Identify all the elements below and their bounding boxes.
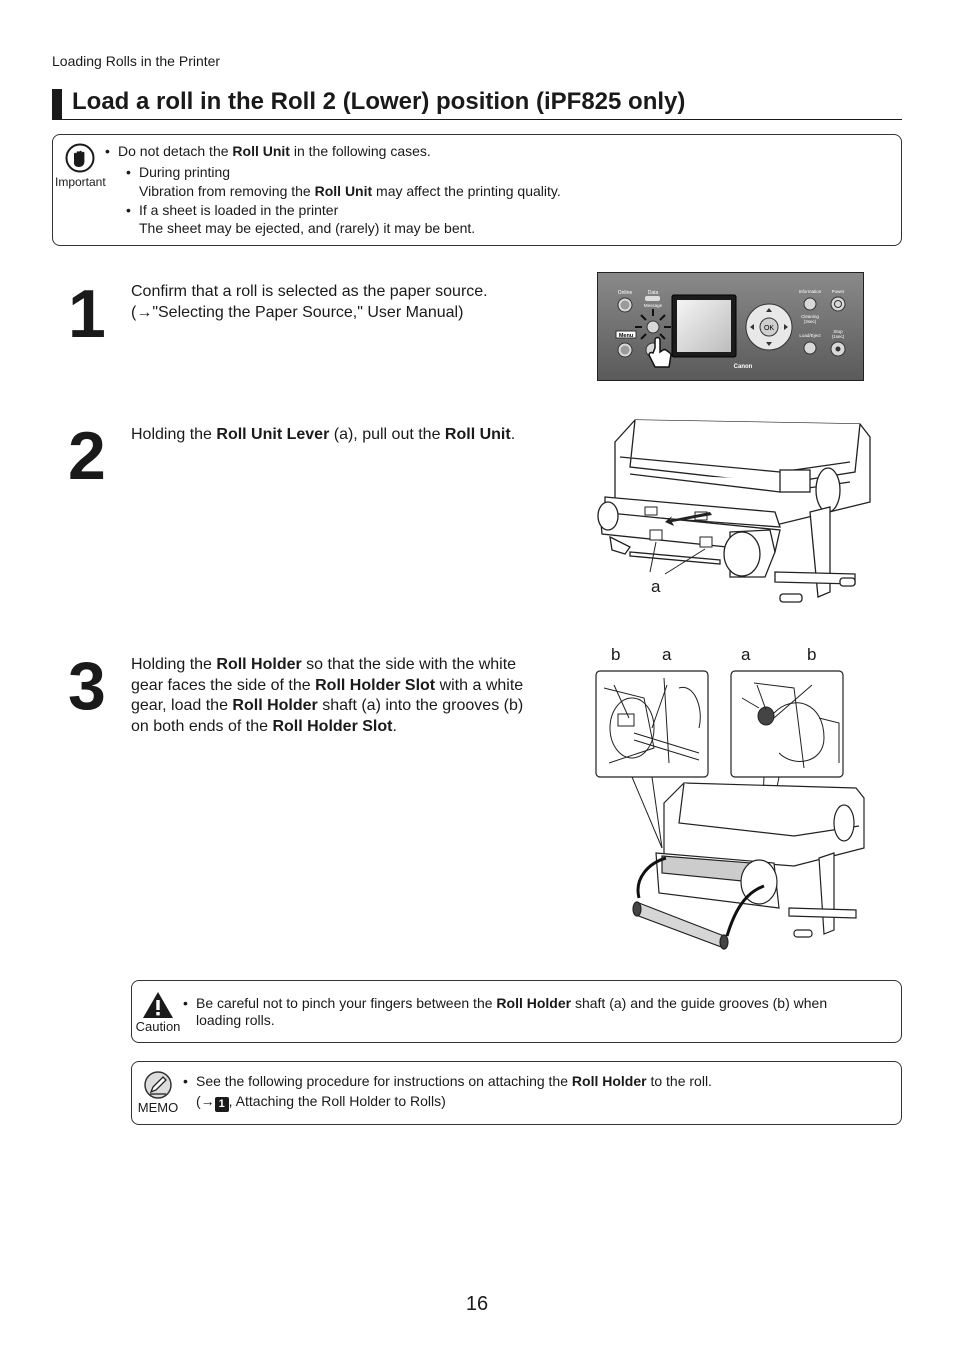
text: in the following cases. xyxy=(289,143,431,159)
information-label: Information xyxy=(798,289,822,294)
brand-logo: Canon xyxy=(733,364,753,370)
stop-sub-label: (1sec) xyxy=(831,334,845,339)
text: . xyxy=(510,426,516,443)
text: (→ xyxy=(196,1093,215,1109)
text-bold: Roll Holder xyxy=(216,656,302,673)
text: shaft (a) and the guide grooves (b) when xyxy=(571,995,828,1011)
text: Holding the xyxy=(131,656,217,673)
memo-box xyxy=(131,1061,902,1125)
step-2-text xyxy=(131,425,515,446)
text: Holding the xyxy=(131,426,217,443)
label-a: a xyxy=(651,577,661,596)
text: Be careful not to pinch your fingers between the xyxy=(196,995,497,1011)
label-a-left: a xyxy=(662,645,672,664)
label-b-left: b xyxy=(611,645,621,664)
label-a-right: a xyxy=(741,645,751,664)
memo-text xyxy=(196,1072,712,1091)
text: so that the side with the white xyxy=(301,656,517,673)
text: Do not detach the xyxy=(118,143,233,159)
step-3-line-2 xyxy=(131,676,523,697)
important-bullet-1 xyxy=(118,142,431,161)
important-sub-desc-1 xyxy=(139,182,561,201)
step-3-line-4 xyxy=(131,717,523,738)
page-title: Load a roll in the Roll 2 (Lower) position (iPF825 only) xyxy=(72,88,686,115)
important-sub-bullet-1: • During printing xyxy=(139,163,230,182)
ok-label: OK xyxy=(763,325,775,332)
online-label: Online xyxy=(617,290,633,296)
roll-holder-loading-illustration xyxy=(594,668,869,963)
text: gear faces the side of the xyxy=(131,676,316,694)
cleaning-label: Cleaning xyxy=(801,314,819,319)
important-label: Important xyxy=(55,175,106,189)
caution-text xyxy=(196,994,827,1013)
text-bold: Roll Holder Slot xyxy=(315,676,436,694)
stop-hand-icon xyxy=(65,143,95,173)
stop-label: Stop xyxy=(833,329,843,334)
warning-triangle-icon xyxy=(141,990,175,1020)
text-bold: Roll Holder xyxy=(496,995,572,1011)
important-notice xyxy=(55,143,105,189)
memo-reference xyxy=(196,1092,446,1112)
memo-label: MEMO xyxy=(137,1100,179,1115)
caution-box xyxy=(131,980,902,1043)
step-3-line-1 xyxy=(131,655,523,676)
important-box xyxy=(52,134,902,246)
text: shaft (a) into the grooves (b) xyxy=(317,697,524,714)
step-3-text xyxy=(131,655,523,737)
load-eject-label: Load/Eject xyxy=(799,333,821,338)
caution-label: Caution xyxy=(135,1019,181,1034)
text-bold: Roll Holder Slot xyxy=(272,717,393,735)
text: Vibration from removing the xyxy=(139,183,315,199)
title-marker xyxy=(52,89,62,119)
text-bold: Roll Unit xyxy=(314,183,373,199)
control-panel-illustration xyxy=(597,272,864,381)
data-label: Data xyxy=(647,290,659,296)
important-sub-bullet-2: • If a sheet is loaded in the printer xyxy=(139,201,338,220)
step-1-reference: (→"Selecting the Paper Source," User Manual) xyxy=(131,303,464,321)
text: to the roll. xyxy=(646,1073,712,1089)
step-number-2: 2 xyxy=(68,418,104,494)
menu-label: Menu xyxy=(618,333,634,339)
text: may affect the printing quality. xyxy=(372,183,561,199)
step-number-3: 3 xyxy=(68,648,104,724)
text: See the following procedure for instructions on attaching the xyxy=(196,1073,572,1089)
message-label: Message xyxy=(643,303,663,308)
text: with a white xyxy=(435,676,524,694)
text: (a), pull out the xyxy=(329,426,445,443)
caution-notice xyxy=(132,990,184,1034)
page-number: 16 xyxy=(465,1293,489,1315)
step-1-text xyxy=(131,282,488,323)
title-rule xyxy=(52,119,902,120)
caution-text-line-2: loading rolls. xyxy=(196,1012,275,1028)
text-bold: Roll Unit xyxy=(444,426,511,443)
step-number-1: 1 xyxy=(68,276,104,352)
reference-badge: 1 xyxy=(215,1097,229,1112)
step-1-line: Confirm that a roll is selected as the paper source. xyxy=(131,283,488,300)
text-bold: Roll Unit Lever xyxy=(216,426,330,443)
text: . xyxy=(392,717,397,735)
important-sub-desc-2: The sheet may be ejected, and (rarely) it may be bent. xyxy=(139,220,476,236)
text-bold: Roll Unit xyxy=(232,143,290,159)
cleaning-sub-label: (3sec) xyxy=(803,319,817,324)
memo-notice xyxy=(132,1070,184,1115)
printer-roll-unit-illustration xyxy=(590,412,875,617)
text: on both ends of the xyxy=(131,717,273,735)
text: gear, load the xyxy=(131,697,233,714)
power-label: Power xyxy=(831,289,845,294)
label-b-right: b xyxy=(807,645,817,664)
pencil-memo-icon xyxy=(142,1070,174,1100)
breadcrumb: Loading Rolls in the Printer xyxy=(52,53,221,69)
step-3-line-3 xyxy=(131,696,523,717)
reference-link[interactable]: , Attaching the Roll Holder to Rolls) xyxy=(228,1093,446,1109)
text-bold: Roll Holder xyxy=(571,1073,647,1089)
text-bold: Roll Holder xyxy=(232,697,318,714)
